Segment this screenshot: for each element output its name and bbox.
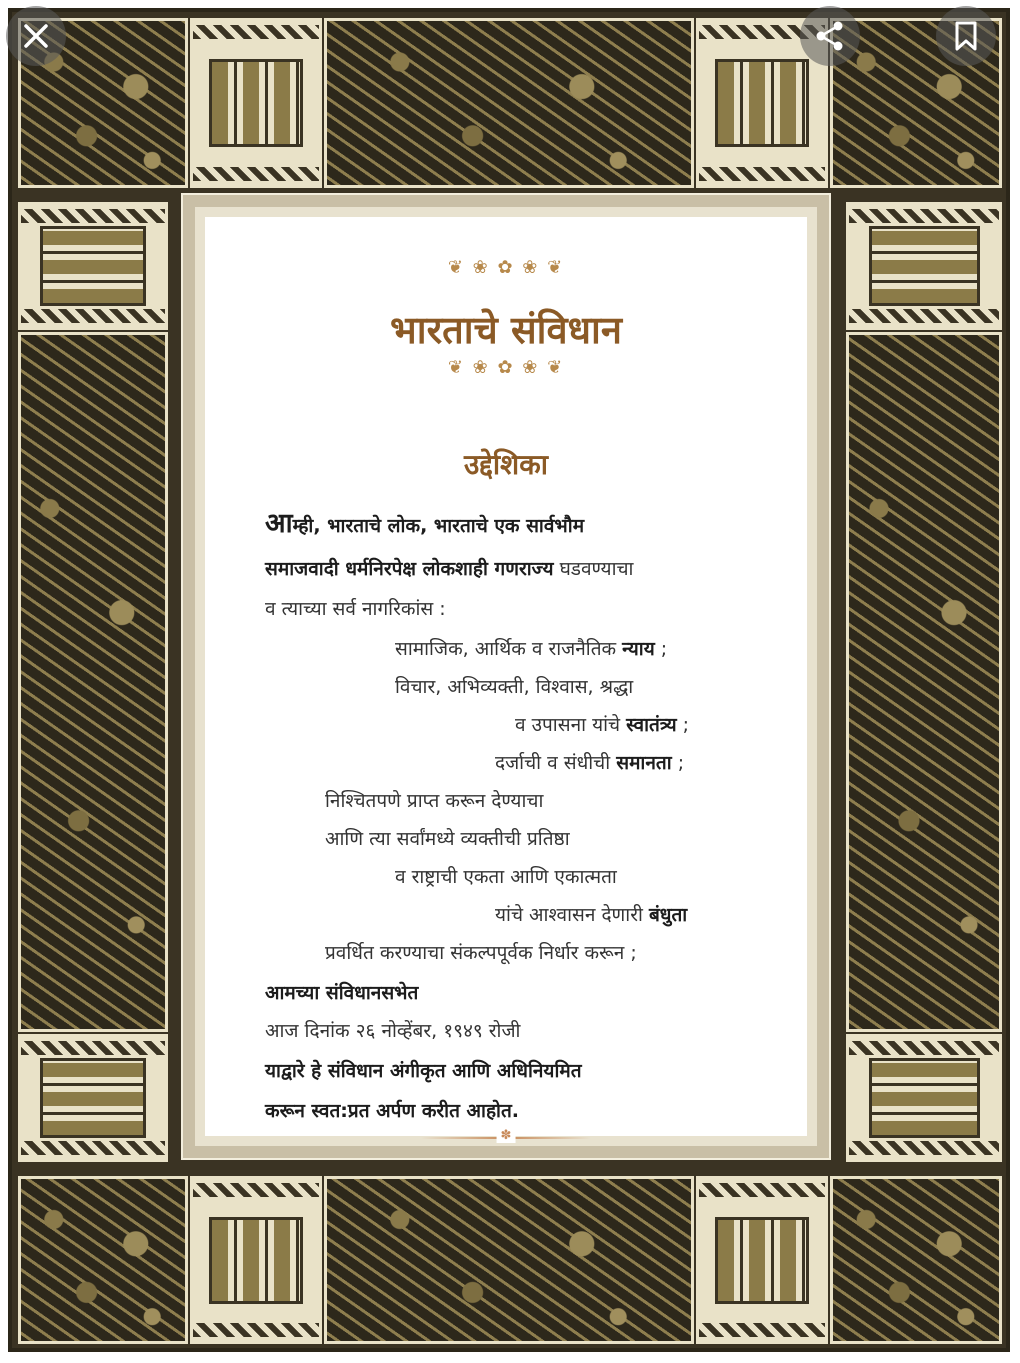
document-frame bbox=[181, 193, 831, 1160]
preamble-line: व उपासना यांचे स्वातंत्र्य ; bbox=[515, 714, 690, 736]
preamble-line: सामाजिक, आर्थिक व राजनैतिक न्याय ; bbox=[395, 638, 668, 660]
bookmark-button[interactable] bbox=[936, 6, 996, 66]
border-tile-window bbox=[18, 1034, 168, 1162]
preamble-line: व त्याच्या सर्व नागरिकांस : bbox=[265, 598, 446, 620]
title-ornament-bottom: ❦ ❀ ✿ ❀ ❦ bbox=[447, 357, 565, 378]
preamble-line: करून स्वत:प्रत अर्पण करीत आहोत. bbox=[265, 1100, 520, 1122]
preamble-line: आणि त्या सर्वांमध्ये व्यक्तीची प्रतिष्ठा bbox=[325, 828, 570, 850]
closing-ornament bbox=[421, 1137, 591, 1139]
border-tile-window bbox=[190, 18, 322, 188]
border-tile-window bbox=[190, 1176, 322, 1344]
border-tile-window bbox=[18, 202, 168, 330]
preamble-line: प्रवर्धित करण्याचा संकल्पपूर्वक निर्धार करून ; bbox=[325, 942, 637, 964]
border-tile-animal bbox=[18, 1176, 188, 1344]
preamble-line: दर्जाची व संधीची समानता ; bbox=[495, 752, 685, 774]
title-ornament-top: ❦ ❀ ✿ ❀ ❦ bbox=[447, 257, 565, 278]
border-tile-window bbox=[696, 1176, 828, 1344]
preamble-line: आज दिनांक २६ नोव्हेंबर, १९४९ रोजी bbox=[265, 1020, 521, 1042]
bookmark-icon bbox=[951, 20, 981, 52]
preamble-line: आम्ही, भारताचे लोक, भारताचे एक सार्वभौम bbox=[265, 508, 585, 539]
share-icon bbox=[813, 19, 847, 53]
border-tile-window bbox=[846, 202, 1002, 330]
preamble-line: याद्वारे हे संविधान अंगीकृत आणि अधिनियमित bbox=[265, 1060, 582, 1082]
close-button[interactable] bbox=[6, 6, 66, 66]
border-tile-animal bbox=[830, 1176, 1002, 1344]
border-tile-floral-right bbox=[846, 332, 1002, 1032]
preamble-line: समाजवादी धर्मनिरपेक्ष लोकशाही गणराज्य घडवण्याचा bbox=[265, 558, 634, 580]
preamble-line: यांचे आश्वासन देणारी बंधुता bbox=[495, 904, 688, 926]
document-page bbox=[205, 217, 807, 1136]
border-tile-window bbox=[846, 1034, 1002, 1162]
preamble-line: व राष्ट्राची एकता आणि एकात्मता bbox=[395, 866, 617, 888]
page-title: भारताचे संविधान bbox=[390, 308, 622, 352]
preamble-heading: उद्देशिका bbox=[464, 448, 548, 481]
preamble-line: निश्चितपणे प्राप्त करून देण्याचा bbox=[325, 790, 544, 812]
border-tile-floral-left bbox=[18, 332, 168, 1032]
preamble-line: आमच्या संविधानसभेत bbox=[265, 982, 419, 1004]
border-tile-floral bbox=[324, 1176, 694, 1344]
border-tile-floral bbox=[324, 18, 694, 188]
share-button[interactable] bbox=[800, 6, 860, 66]
preamble-line: विचार, अभिव्यक्ती, विश्वास, श्रद्धा bbox=[395, 676, 634, 698]
close-icon bbox=[21, 21, 51, 51]
